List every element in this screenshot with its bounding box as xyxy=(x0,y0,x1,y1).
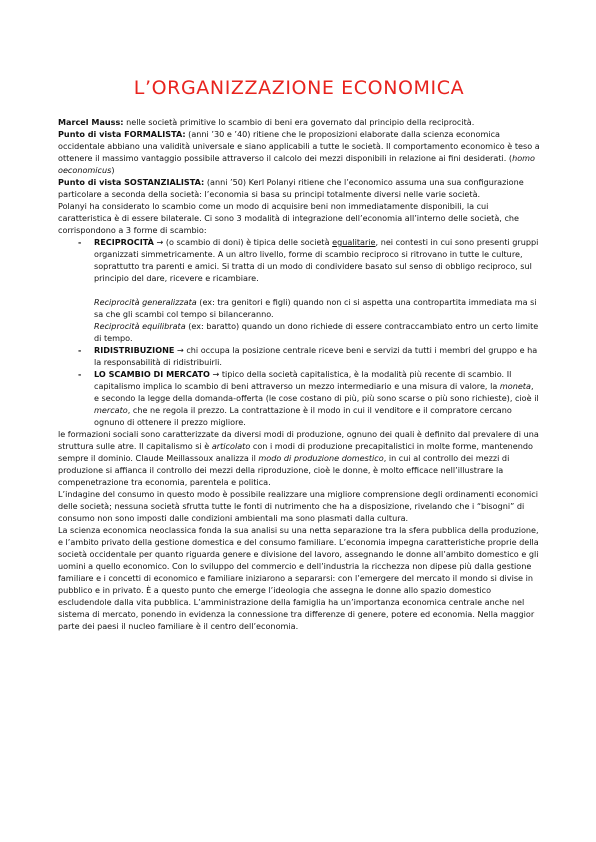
generalizzata-label: Reciprocità generalizzata xyxy=(94,297,197,307)
list-item-ridistribuzione xyxy=(58,344,540,368)
articolato-italic: articolato xyxy=(211,441,251,451)
arrow-icon: → xyxy=(153,237,166,247)
reciprocita-equilibrata xyxy=(94,320,540,344)
arrow-icon: → xyxy=(209,369,222,379)
paragraph-formazioni xyxy=(58,428,540,488)
moneta-italic: moneta xyxy=(499,381,531,391)
formazioni-text: le formazioni sociali sono caratterizzate da diversi modi di produzione, ognuno dei quali è definito dal prevalere di una struttura sulle atre. Il capitalismo si è xyxy=(58,429,539,451)
sostanzialista-label: Punto di vista SOSTANZIALISTA: xyxy=(58,177,205,187)
formazioni-text-end: , in cui al controllo dei mezzi di produzione si affianca il controllo dei mezzi della riproduzione, cioè le donne, è molto efficace nell’illustrare la compenetrazione tra economia, parentela e politica. xyxy=(58,453,510,487)
paragraph-formalista xyxy=(58,128,540,176)
list-dash: - xyxy=(78,237,82,247)
formalista-end: ) xyxy=(111,165,115,175)
ridistribuzione-text: chi occupa la posizione centrale riceve beni e servizi da tutti i membri del gruppo e ha la responsabilità di ridistribuirli. xyxy=(94,345,538,367)
list-item-reciprocita xyxy=(58,236,540,344)
list-dash: - xyxy=(78,369,82,379)
reciprocita-text-cont: , nei contesti in cui sono presenti gruppi organizzati simmetricamente. A un altro livello, forme di scambio reciproco si ritrovano in tutte le culture, soprattutto tra parenti e amici. Si tratta di un modo di condividere basato sul senso di obbligo reciproco, sul principio del dare, ricevere e ricambiare. xyxy=(94,237,539,283)
homo-oeconomicus: homo oeconomicus xyxy=(58,153,535,175)
document-body xyxy=(58,116,540,632)
sostanzialista-text: (anni ’50) Kerl Polanyi ritiene che l’economico assuma una sua configurazione particolare a seconda della società: l’economia si basa su principi totalmente diversi nelle varie società. xyxy=(58,177,524,199)
list-dash: - xyxy=(78,345,82,355)
equilibrata-label: Reciprocità equilibrata xyxy=(94,321,186,331)
generalizzata-text: (ex: tra genitori e figli) quando non ci si aspetta una contropartita immediata ma si sa che gli scambi col tempo si bilanceranno. xyxy=(94,297,537,319)
modo-produzione-italic: modo di produzione domestico xyxy=(258,453,384,463)
mercato-text: tipico della società capitalistica, è la modalità più recente di scambio. Il capitalismo implica lo scambio di beni attraverso un mezzo intermediario e una misura di valore, la xyxy=(94,369,512,391)
mercato-text-end: , che ne regola il prezzo. La contrattazione è il modo in cui il venditore e il compratore cercano ognuno di ottenere il prezzo migliore. xyxy=(94,405,512,427)
paragraph-sostanzialista xyxy=(58,176,540,200)
mercato-italic: mercato xyxy=(94,405,128,415)
mauss-text: nelle società primitive lo scambio di beni era governato dal principio della reciprocità. xyxy=(123,117,475,127)
egualitarie-underlined: egualitarie xyxy=(332,237,376,247)
paragraph-consumo: L’indagine del consumo in questo modo è possibile realizzare una migliore comprensione degli ordinamenti economici delle società; nessuna società sfrutta tutte le fonti di nutrimento che ha a disposizione, rivelando che i “bisogni” di consumo non sono imposti dalle condizioni ambientali ma sono plasmati dalla cultura. xyxy=(58,489,538,523)
page-title: L’ORGANIZZAZIONE ECONOMICA xyxy=(133,77,465,99)
paragraph-mauss xyxy=(58,116,540,128)
paragraph-polanyi: Polanyi ha considerato lo scambio come un modo di acquisire beni non immediatamente disponibili, la cui caratteristica è di essere bilaterale. Ci sono 3 modalità di integrazione dell’economia all’interno delle società, che corrispondono a 3 forme di scambio: xyxy=(58,201,520,235)
list-item-mercato xyxy=(58,368,540,428)
paragraph-scienza: La scienza economica neoclassica fonda la sua analisi su una netta separazione tra la sfera pubblica della produzione, e l’ambito privato della gestione domestica e del consumo familiare. L’economia impegna caratteristiche proprie della società occidentale per quanto riguarda genere e divisione del lavoro, assegnando le donne all’ambito domestico e gli uomini a quello economico. Con lo sviluppo del commercio e dell’industria la ricchezza non dipese più dalla gestione familiare e i concetti di economico e familiare iniziarono a separarsi: con l’emergere del mercato il mondo si divise in pubblico e in privato. È a questo punto che emerge l’ideologia che assegna le donne allo spazio domestico escludendole dalla vita pubblica. L’amministrazione della famiglia ha un’importanza economica centrale anche nel sistema di mercato, ponendo in evidenza la connessione tra differenze di genere, potere ed economia. Nella maggior parte dei paesi il nucleo familiare è il centro dell’economia. xyxy=(58,525,539,631)
arrow-icon: → xyxy=(174,345,187,355)
reciprocita-text: (o scambio di doni) è tipica delle società xyxy=(165,237,333,247)
equilibrata-text: (ex: baratto) quando un dono richiede di essere contraccambiato entro un certo limite di tempo. xyxy=(94,321,539,343)
reciprocita-label: RECIPROCITÀ xyxy=(94,237,154,247)
mercato-label: LO SCAMBIO DI MERCATO xyxy=(94,369,210,379)
mercato-text-cont: , e secondo la legge della domanda-offerta (le cose costano di più, più sono scarse o più sono richieste), cioè il xyxy=(94,381,539,403)
formalista-label: Punto di vista FORMALISTA: xyxy=(58,129,186,139)
ridistribuzione-label: RIDISTRIBUZIONE xyxy=(94,345,175,355)
reciprocita-generalizzata xyxy=(94,296,540,320)
formazioni-text-cont: con i modi di produzione precapitalistici in molte forme, mantenendo sempre il dominio. Claude Meillassoux analizza il xyxy=(58,441,534,463)
formalista-text: (anni ’30 e ’40) ritiene che le proposizioni elaborate dalla scienza economica occidentale abbiano una validità universale e siano applicabili a tutte le società. Il comportamento economico è teso a ottenere il massimo vantaggio possibile attraverso il calcolo dei mezzi disponibili in relazione ai fini desiderati. ( xyxy=(58,129,540,163)
exchange-forms-list xyxy=(58,236,540,428)
mauss-label: Marcel Mauss: xyxy=(58,117,124,127)
spacer xyxy=(94,284,540,296)
